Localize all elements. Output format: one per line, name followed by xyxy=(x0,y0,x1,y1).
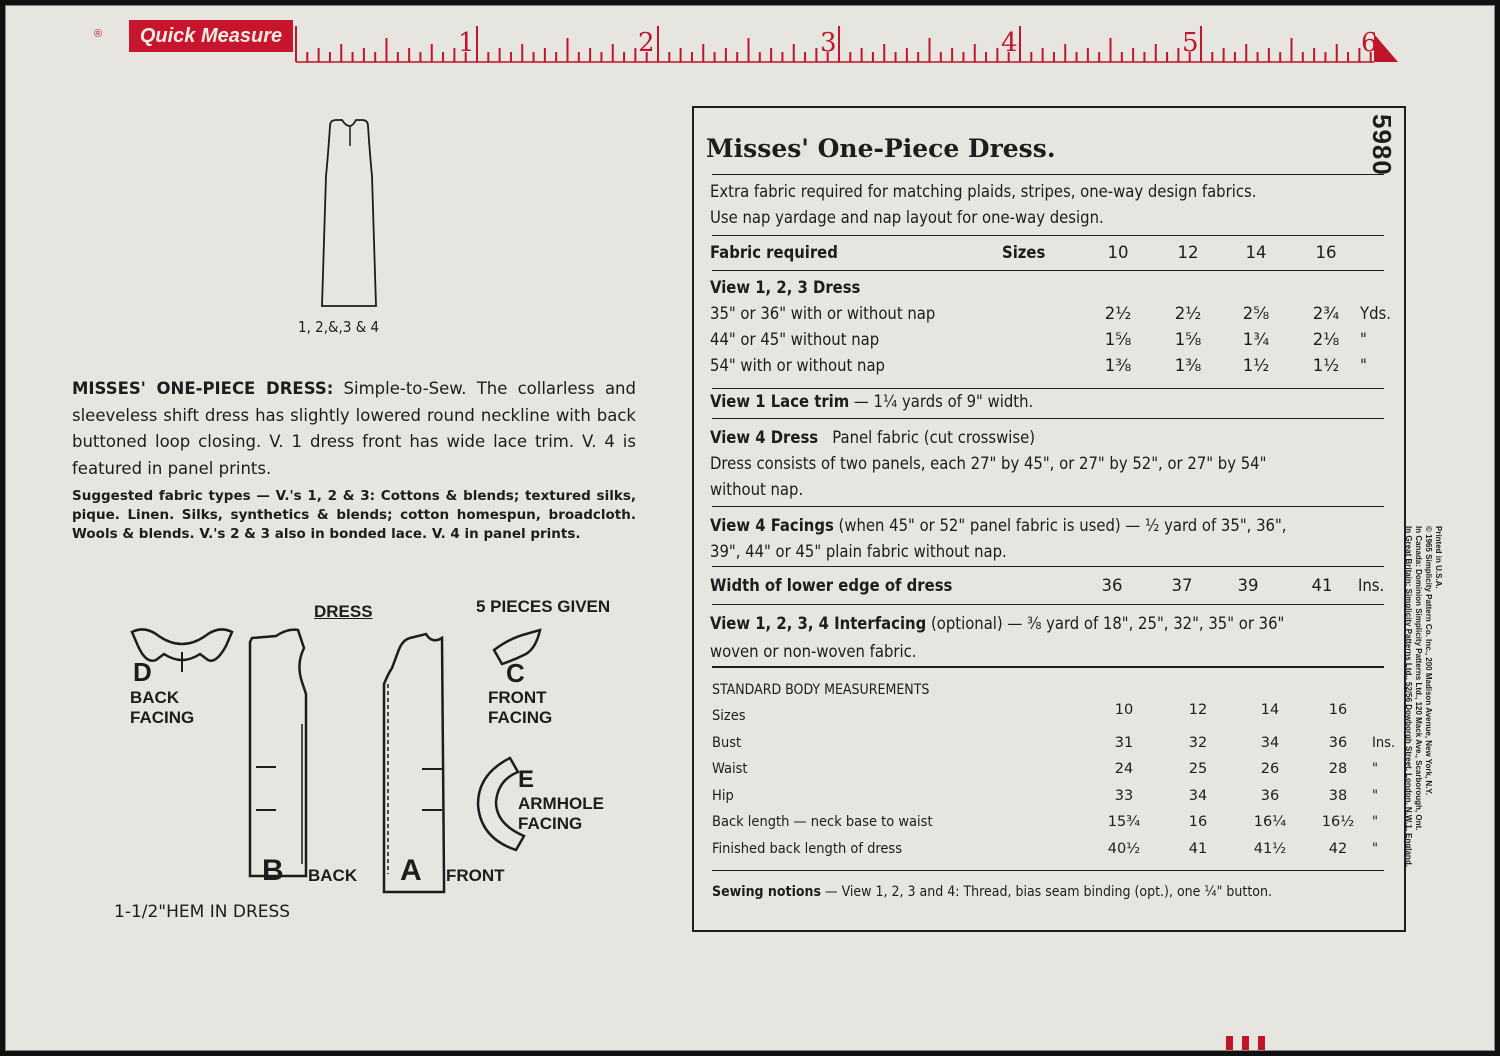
measurement-value: 40½ xyxy=(1107,840,1141,857)
measurement-value: 24 xyxy=(1114,761,1134,777)
yardage-value: 2⅝ xyxy=(1242,304,1270,323)
measurement-row-label: Finished back length of dress xyxy=(712,840,903,857)
sewing-notions: Sewing notions — View 1, 2, 3 and 4: Thread, bias seam binding (opt.), one ¼" button. xyxy=(712,884,1272,900)
measurement-unit: Ins. xyxy=(1372,734,1396,751)
yardage-row-label: 54" with or without nap xyxy=(710,356,885,375)
measurement-value: 41½ xyxy=(1253,840,1287,857)
measurement-unit: " xyxy=(1372,761,1378,777)
measurement-value: 16 xyxy=(1188,814,1208,830)
measurement-row-label: Waist xyxy=(712,761,748,777)
dress-label: DRESS xyxy=(314,602,373,621)
publisher-info: Printed in U.S.A. © 1965 Simplicity Pattern Co. Inc., 200 Madison Avenue, New York, N.Y. In Canada: Dominion Simplicity Patterns Ltd., 120 Mack Ave., Scarborough, Ont. In Great Britain: Simplicity Patterns Ltd., 52/56 Dowborgh Street, London, N.W.1, England. xyxy=(1404,526,1443,867)
ruler-number: 5 xyxy=(1182,28,1199,58)
sizes-label: Sizes xyxy=(1002,243,1046,262)
pieces-given-label: 5 PIECES GIVEN xyxy=(476,597,611,616)
yardage-value: 1⅜ xyxy=(1104,356,1132,375)
size-header: 14 xyxy=(1245,243,1267,262)
width-value: 37 xyxy=(1171,576,1193,595)
hem-note: 1-1/2"HEM IN DRESS xyxy=(114,902,291,922)
yardage-value: 1½ xyxy=(1312,356,1340,375)
measurement-value: 34 xyxy=(1188,787,1208,804)
back-piece xyxy=(250,630,306,876)
yardage-unit: " xyxy=(1360,330,1367,349)
view-4-facings: View 4 Facings (when 45" or 52" panel fabric is used) — ½ yard of 35", 36", xyxy=(710,516,1287,535)
measurement-value: 33 xyxy=(1114,787,1134,804)
view-4-dress: View 4 Dress Panel fabric (cut crosswise) xyxy=(710,428,1036,447)
ruler-end-arrow-icon xyxy=(1374,34,1398,62)
yardage-unit: Yds. xyxy=(1360,304,1391,323)
measurement-row-label: Sizes xyxy=(712,708,746,724)
size-header: 16 xyxy=(1315,243,1337,262)
yardage-value: 2½ xyxy=(1104,304,1132,323)
measuring-ruler xyxy=(6,6,1495,66)
yardage-value: 1½ xyxy=(1242,356,1270,375)
registered-mark: ® xyxy=(94,28,103,40)
size-header: 12 xyxy=(1177,243,1199,262)
suggested-title: Suggested fabric types xyxy=(72,488,251,504)
piece-e-label: FACING xyxy=(518,814,583,833)
measurement-row-label: Back length — neck base to waist xyxy=(712,814,933,830)
piece-b-label: BACK xyxy=(308,866,358,885)
dress-sketch-icon xyxy=(316,116,386,316)
box-title: Misses' One-Piece Dress. xyxy=(706,134,1056,163)
measurements-title: STANDARD BODY MEASUREMENTS xyxy=(712,682,930,698)
pattern-number: 5980 xyxy=(1367,114,1397,176)
measurement-value: 26 xyxy=(1260,761,1280,777)
width-value: 41 xyxy=(1311,576,1333,595)
yardage-row-label: 44" or 45" without nap xyxy=(710,330,880,349)
piece-a-letter: A xyxy=(400,854,422,887)
measurement-value: 34 xyxy=(1260,734,1280,751)
measurement-value: 15¾ xyxy=(1107,814,1141,830)
pattern-pieces-diagram xyxy=(126,624,626,894)
yardage-value: 1⅝ xyxy=(1104,330,1132,349)
measurement-value: 14 xyxy=(1260,702,1280,718)
fabric-required-label: Fabric required xyxy=(710,243,838,262)
yardage-value: 1¾ xyxy=(1242,330,1270,349)
piece-c-label: FACING xyxy=(488,708,553,727)
measurement-value: 38 xyxy=(1328,787,1348,804)
measurement-unit: " xyxy=(1372,787,1378,804)
measurement-value: 10 xyxy=(1114,702,1134,718)
fabric-requirements-box xyxy=(692,106,1406,932)
yardage-value: 1⅜ xyxy=(1174,356,1202,375)
view-4-facings-body: 39", 44" or 45" plain fabric without nap. xyxy=(710,542,1007,561)
piece-d-label: BACK xyxy=(130,688,180,707)
ruler-number: 3 xyxy=(820,28,837,58)
interfacing-body: woven or non-woven fabric. xyxy=(710,642,917,661)
measurement-value: 16 xyxy=(1328,702,1348,718)
ruler-number: 1 xyxy=(458,28,475,58)
box-note: Extra fabric required for matching plaids, stripes, one-way design fabrics. xyxy=(710,182,1257,201)
interfacing: View 1, 2, 3, 4 Interfacing (optional) — ⅜ yard of 18", 25", 32", 35" or 36" xyxy=(710,614,1285,633)
view-1-lace: View 1 Lace trim — 1¼ yards of 9" width. xyxy=(710,392,1034,411)
views-caption: 1, 2,&,3 & 4 xyxy=(298,318,380,336)
width-unit: Ins. xyxy=(1358,576,1385,595)
yardage-value: 2½ xyxy=(1174,304,1202,323)
description-body: Simple-to-Sew. The collarless and sleeveless shift dress has slightly lowered round neckline with back buttoned loop closing. V. 1 dress front has wide lace trim. V. 4 is featured in panel prints. xyxy=(72,379,636,478)
piece-e-label: ARMHOLE xyxy=(518,794,604,813)
measurement-row-label: Bust xyxy=(712,734,742,751)
width-lower-edge-label: Width of lower edge of dress xyxy=(710,576,953,595)
width-value: 39 xyxy=(1237,576,1259,595)
ruler-number: 4 xyxy=(1001,28,1018,58)
measurement-value: 42 xyxy=(1328,840,1348,857)
yardage-row-label: 35" or 36" with or without nap xyxy=(710,304,936,323)
measurement-value: 16½ xyxy=(1321,814,1355,830)
view-4-dress-body: without nap. xyxy=(710,480,804,499)
measurement-value: 28 xyxy=(1328,761,1348,777)
piece-a-label: FRONT xyxy=(446,866,505,885)
suggested-body: — V.'s 1, 2 & 3: Cottons & blends; textured silks, pique. Linen. Silks, synthetics & blends; cotton homespun, broadcloth. Wools & blends. V.'s 2 & 3 also in bonded lace. V. 4 in panel prints. xyxy=(72,488,636,542)
measurement-value: 12 xyxy=(1188,702,1208,718)
yardage-value: 2¾ xyxy=(1312,304,1340,323)
measurement-value: 32 xyxy=(1188,734,1208,751)
ruler-number: 6 xyxy=(1361,28,1378,58)
ruler-number: 2 xyxy=(638,28,655,58)
piece-b-letter: B xyxy=(262,854,284,887)
description-title: MISSES' ONE-PIECE DRESS: xyxy=(72,379,334,398)
measurement-unit: " xyxy=(1372,814,1378,830)
measurement-value: 16¼ xyxy=(1253,814,1287,830)
measurement-value: 31 xyxy=(1114,734,1134,751)
size-header: 10 xyxy=(1107,243,1129,262)
description xyxy=(72,376,636,482)
pattern-envelope-back xyxy=(5,5,1495,1051)
measurement-value: 41 xyxy=(1188,840,1208,857)
measurement-unit: " xyxy=(1372,840,1378,857)
width-value: 36 xyxy=(1101,576,1123,595)
piece-d-letter: D xyxy=(133,657,152,687)
suggested-fabrics xyxy=(72,487,636,544)
measurement-value: 25 xyxy=(1188,761,1208,777)
view-123-dress: View 1, 2, 3 Dress xyxy=(710,278,861,297)
yardage-unit: " xyxy=(1360,356,1367,375)
print-registration-marks-icon xyxy=(1220,1030,1280,1051)
yardage-value: 2⅛ xyxy=(1312,330,1340,349)
quick-measure-label: Quick Measure xyxy=(129,20,293,52)
view-4-dress-body: Dress consists of two panels, each 27" by 45", or 27" by 52", or 27" by 54" xyxy=(710,454,1267,473)
measurement-row-label: Hip xyxy=(712,787,734,804)
piece-c-label: FRONT xyxy=(488,688,547,707)
measurement-value: 36 xyxy=(1260,787,1280,804)
box-note: Use nap yardage and nap layout for one-way design. xyxy=(710,208,1104,227)
measurement-value: 36 xyxy=(1328,734,1348,751)
piece-c-letter: C xyxy=(506,658,525,688)
piece-e-letter: E xyxy=(518,766,535,793)
piece-d-label: FACING xyxy=(130,708,195,727)
yardage-value: 1⅝ xyxy=(1174,330,1202,349)
